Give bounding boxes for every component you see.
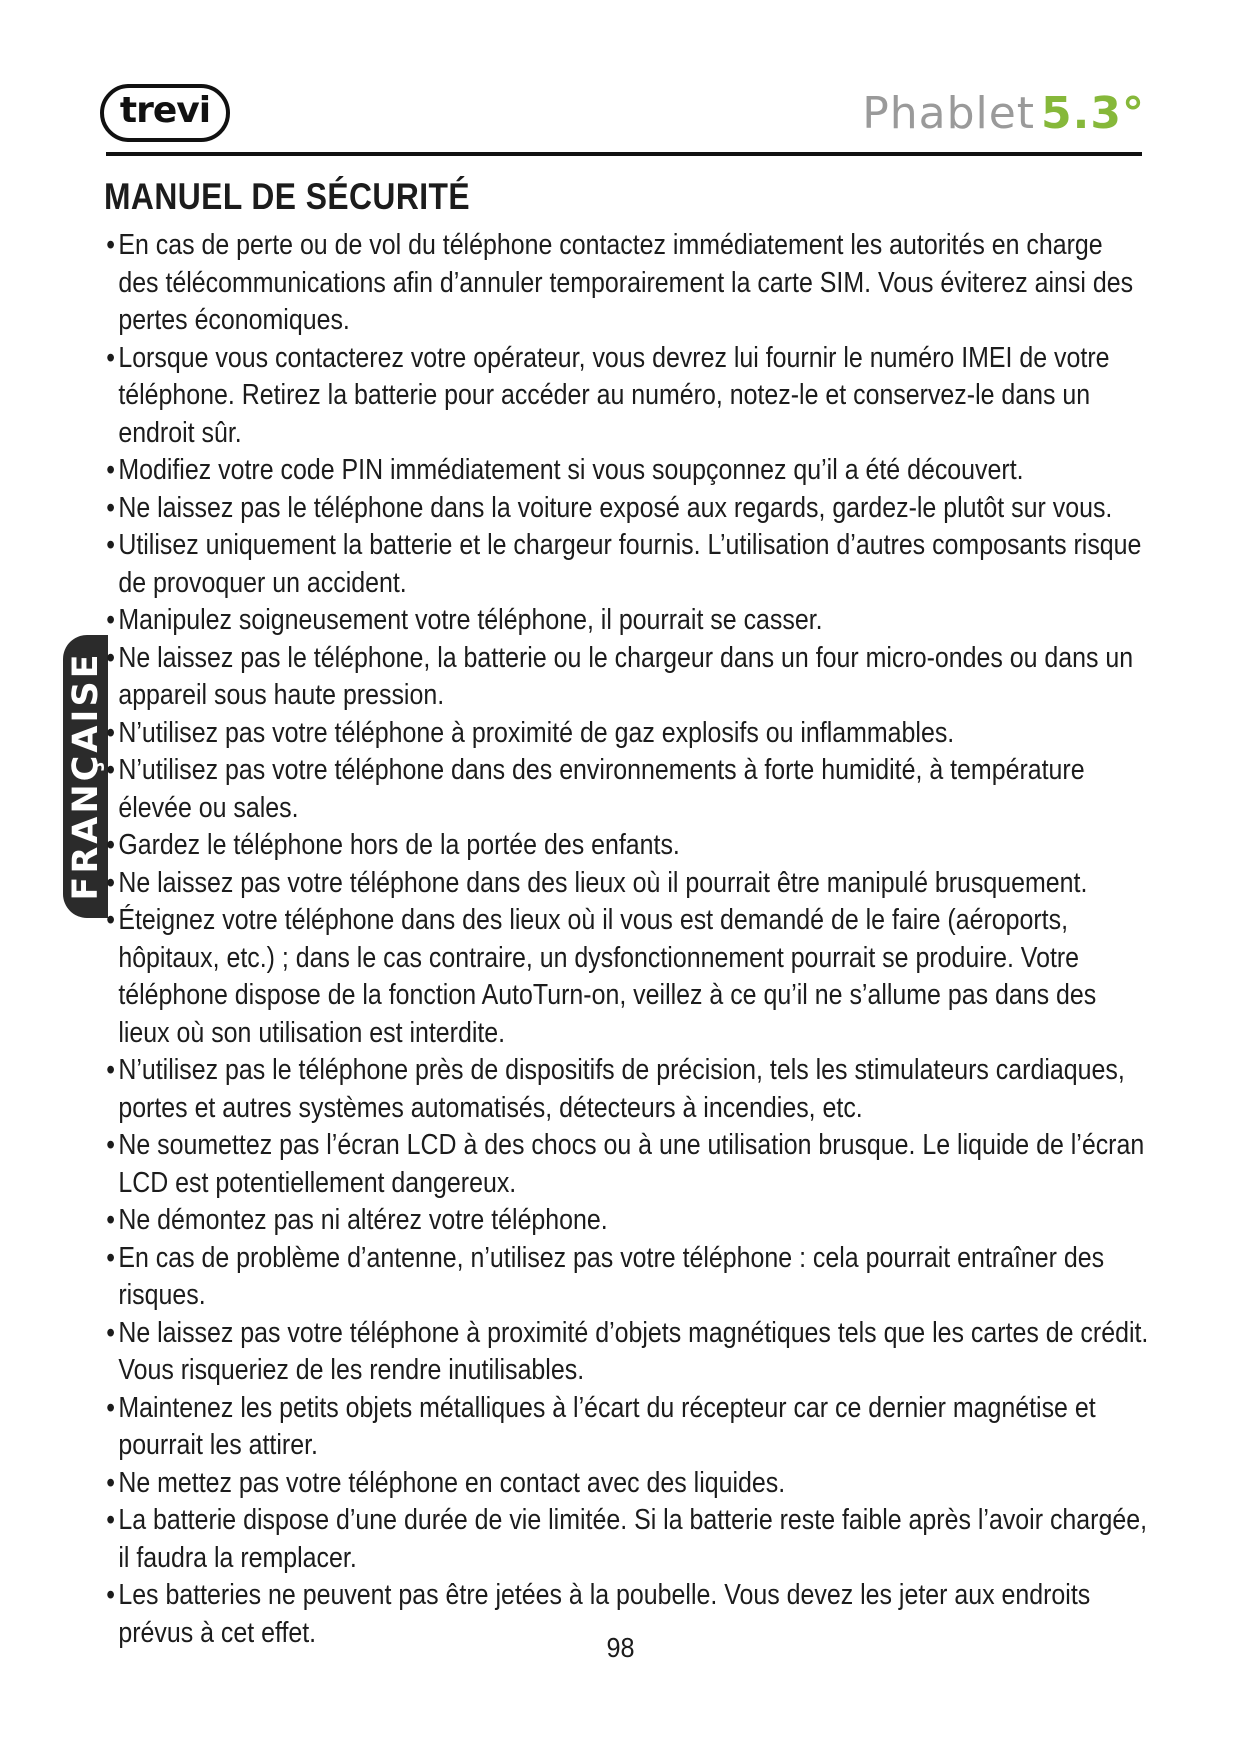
header-divider — [106, 152, 1142, 156]
list-item — [108, 602, 1149, 640]
bullet-icon: • — [106, 1054, 116, 1086]
safety-list — [108, 227, 1158, 1652]
bullet-icon: • — [106, 1316, 116, 1349]
list-item — [108, 715, 1149, 753]
list-item-text: En cas de perte ou de vol du téléphone contactez immédiatement les autorités en charge des télécommunications afin d’annuler temporairement la carte SIM. Vous éviterez ainsi des pertes économiques. — [118, 229, 1134, 336]
list-item — [108, 1127, 1149, 1202]
list-item — [108, 1315, 1149, 1390]
bullet-icon: • — [106, 716, 116, 749]
list-item — [108, 752, 1149, 827]
language-side-tab-label: FRANÇAISE — [66, 651, 106, 901]
list-item — [108, 1202, 1149, 1240]
bullet-icon: • — [106, 1204, 116, 1236]
bullet-icon: • — [106, 341, 116, 374]
list-item-text: Les batteries ne peuvent pas être jetées à la poubelle. Vous devez les jeter aux endroits prévus à cet effet. — [118, 1579, 1091, 1649]
page-title: MANUEL DE SÉCURITÉ — [104, 176, 471, 217]
bullet-icon: • — [106, 754, 116, 786]
list-item — [108, 1502, 1149, 1577]
list-item-text: Ne mettez pas votre téléphone en contact avec des liquides. — [118, 1466, 786, 1499]
list-item — [108, 1240, 1149, 1315]
list-item-text: Utilisez uniquement la batterie et le chargeur fournis. L’utilisation d’autres composants risque de provoquer un accident. — [118, 529, 1142, 599]
bullet-icon: • — [106, 454, 116, 486]
product-title — [862, 88, 1145, 139]
bullet-icon: • — [106, 829, 116, 861]
list-item — [108, 827, 1149, 865]
list-item-text: N’utilisez pas votre téléphone dans des environnements à forte humidité, à température élevée ou sales. — [118, 754, 1085, 824]
list-item — [108, 1390, 1149, 1465]
list-item — [108, 340, 1149, 453]
bullet-icon: • — [106, 491, 116, 524]
list-item-text: Ne laissez pas votre téléphone à proximité d’objets magnétiques tels que les cartes de crédit. Vous risqueriez de les rendre inutilisables. — [118, 1316, 1149, 1386]
list-item-text: La batterie dispose d’une durée de vie limitée. Si la batterie reste faible après l’avoir chargée, il faudra la remplacer. — [118, 1504, 1148, 1574]
list-item-text: Ne laissez pas le téléphone dans la voiture exposé aux regards, gardez-le plutôt sur vous. — [118, 491, 1113, 524]
bullet-icon: • — [106, 1391, 116, 1424]
list-item — [108, 227, 1149, 340]
list-item-text: Éteignez votre téléphone dans des lieux où il vous est demandé de le faire (aéroports, hôpitaux, etc.) ; dans le cas contraire, un dysfonctionnement pourrait se produire. Votre téléphone dispose de la fonction AutoTurn-on, veillez à ce qu’il ne s’allume pas dans des lieux où son utilisation est interdite. — [118, 904, 1097, 1049]
list-item — [108, 1052, 1149, 1127]
list-item — [108, 640, 1149, 715]
page-number: 98 — [606, 1632, 635, 1663]
list-item-text: Modifiez votre code PIN immédiatement si vous soupçonnez qu’il a été découvert. — [118, 454, 1024, 486]
bullet-icon: • — [106, 1504, 116, 1536]
bullet-icon: • — [106, 529, 116, 561]
brand-logo — [100, 84, 230, 142]
list-item-text: Manipulez soigneusement votre téléphone, il pourrait se casser. — [118, 604, 823, 636]
list-item-text: N’utilisez pas votre téléphone à proximité de gaz explosifs ou inflammables. — [118, 716, 955, 749]
list-item — [108, 902, 1149, 1052]
list-item-text: Maintenez les petits objets métalliques à l’écart du récepteur car ce dernier magnétise et pourrait les attirer. — [118, 1391, 1096, 1461]
bullet-icon: • — [106, 1579, 116, 1611]
list-item-text: Lorsque vous contacterez votre opérateur, vous devrez lui fournir le numéro IMEI de votre téléphone. Retirez la batterie pour accéder au numéro, notez-le et conservez-le dans un endroit sûr. — [118, 341, 1110, 449]
bullet-icon: • — [106, 1241, 116, 1274]
list-item-text: En cas de problème d’antenne, n’utilisez pas votre téléphone : cela pourrait entraîner des risques. — [118, 1241, 1105, 1311]
product-name: Phablet — [862, 88, 1036, 139]
list-item-text: N’utilisez pas le téléphone près de dispositifs de précision, tels les stimulateurs cardiaques, portes et autres systèmes automatisés, détecteurs à incendies, etc. — [118, 1054, 1125, 1124]
list-item-text: Ne laissez pas le téléphone, la batterie ou le chargeur dans un four micro-ondes ou dans un appareil sous haute pression. — [118, 641, 1134, 711]
bullet-icon: • — [106, 604, 116, 636]
bullet-icon: • — [106, 229, 116, 261]
list-item — [108, 490, 1149, 528]
product-version: 5.3° — [1041, 88, 1145, 139]
bullet-icon: • — [106, 1466, 116, 1499]
list-item-text: Gardez le téléphone hors de la portée des enfants. — [118, 829, 680, 861]
list-item — [108, 865, 1149, 903]
bullet-icon: • — [106, 1129, 116, 1161]
list-item-text: Ne laissez pas votre téléphone dans des lieux où il pourrait être manipulé brusquement. — [118, 866, 1088, 899]
brand-logo-text: trevi — [119, 90, 211, 131]
list-item — [108, 1465, 1149, 1503]
bullet-icon: • — [106, 904, 116, 936]
list-item-text: Ne démontez pas ni altérez votre téléphone. — [118, 1204, 608, 1236]
list-item — [108, 527, 1149, 602]
bullet-icon: • — [106, 866, 116, 899]
bullet-icon: • — [106, 641, 116, 674]
list-item-text: Ne soumettez pas l’écran LCD à des chocs ou à une utilisation brusque. Le liquide de l’écran LCD est potentiellement dangereux. — [118, 1129, 1145, 1199]
list-item — [108, 452, 1149, 490]
